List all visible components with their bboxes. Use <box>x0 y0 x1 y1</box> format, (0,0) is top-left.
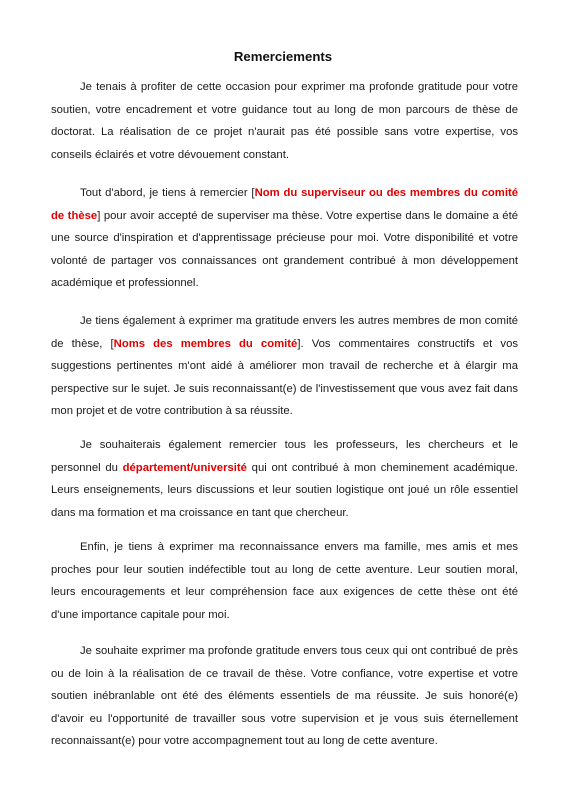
paragraph-text: Je souhaiterais également remercier tous les professeurs, les chercheurs et le personnel du <box>51 439 518 474</box>
placeholder-committee-names: Noms des membres du comité <box>113 337 298 350</box>
paragraph-text: qui ont contribué à mon cheminement académique. Leurs enseignements, leurs discussions et leur soutien logistique ont joué un rôle essentiel dans ma formation et ma croissance en tant que chercheur. <box>51 461 518 519</box>
paragraph-intro <box>51 76 518 166</box>
paragraph-department <box>51 434 518 524</box>
paragraph-text: Je tenais à profiter de cette occasion pour exprimer ma profonde gratitude pour votre soutien, votre encadrement et votre guidance tout au long de mon parcours de thèse de doctorat. La réalisation de ce projet n'aurait pas été possible sans votre expertise, vos conseils éclairés et votre dévouement constant. <box>51 81 518 161</box>
paragraph-closing <box>51 640 518 753</box>
paragraph-text: Enfin, je tiens à exprimer ma reconnaissance envers ma famille, mes amis et mes proches pour leur soutien indéfectible tout au long de cette aventure. Leur soutien moral, leurs encouragements et leur compréhension face aux exigences de cette thèse ont été d'une importance capitale pour moi. <box>51 541 518 621</box>
paragraph-text: Tout d'abord, je tiens à remercier [ <box>80 187 255 199</box>
placeholder-supervisor-name: Nom du superviseur ou des membres du comité de thèse <box>51 187 519 222</box>
placeholder-department: département/université <box>122 461 247 474</box>
paragraph-text: Je tiens également à exprimer ma gratitude envers les autres membres de mon comité de thèse, [ <box>51 315 518 350</box>
page-title: Remerciements <box>233 49 333 64</box>
paragraph-text: Je souhaite exprimer ma profonde gratitude envers tous ceux qui ont contribué de près ou de loin à la réalisation de ce travail de thèse. Votre confiance, votre expertise et votre soutien inébranlable ont été des éléments essentiels de ma réussite. Je suis honoré(e) d'avoir eu l'opportunité de travailler sous votre supervision et je vous suis éternellement reconnaissant(e) pour votre accompagnement tout au long de cette aventure. <box>51 645 518 748</box>
paragraph-family <box>51 536 518 626</box>
paragraph-supervisor <box>51 182 518 295</box>
paragraph-text: ] pour avoir accepté de superviser ma thèse. Votre expertise dans le domaine a été une source d'inspiration et d'apprentissage précieuse pour moi. Votre disponibilité et votre volonté de partager vos connaissances ont grandement contribué à mon développement académique et professionnel. <box>51 209 518 290</box>
paragraph-committee <box>51 310 518 423</box>
paragraph-text: ]. Vos commentaires constructifs et vos suggestions pertinentes m'ont aidé à améliorer mon travail de recherche et à élargir ma perspective sur le sujet. Je suis reconnaissant(e) de l'investissement que vous avez fait dans mon projet et de votre contribution à sa réussite. <box>51 337 518 418</box>
